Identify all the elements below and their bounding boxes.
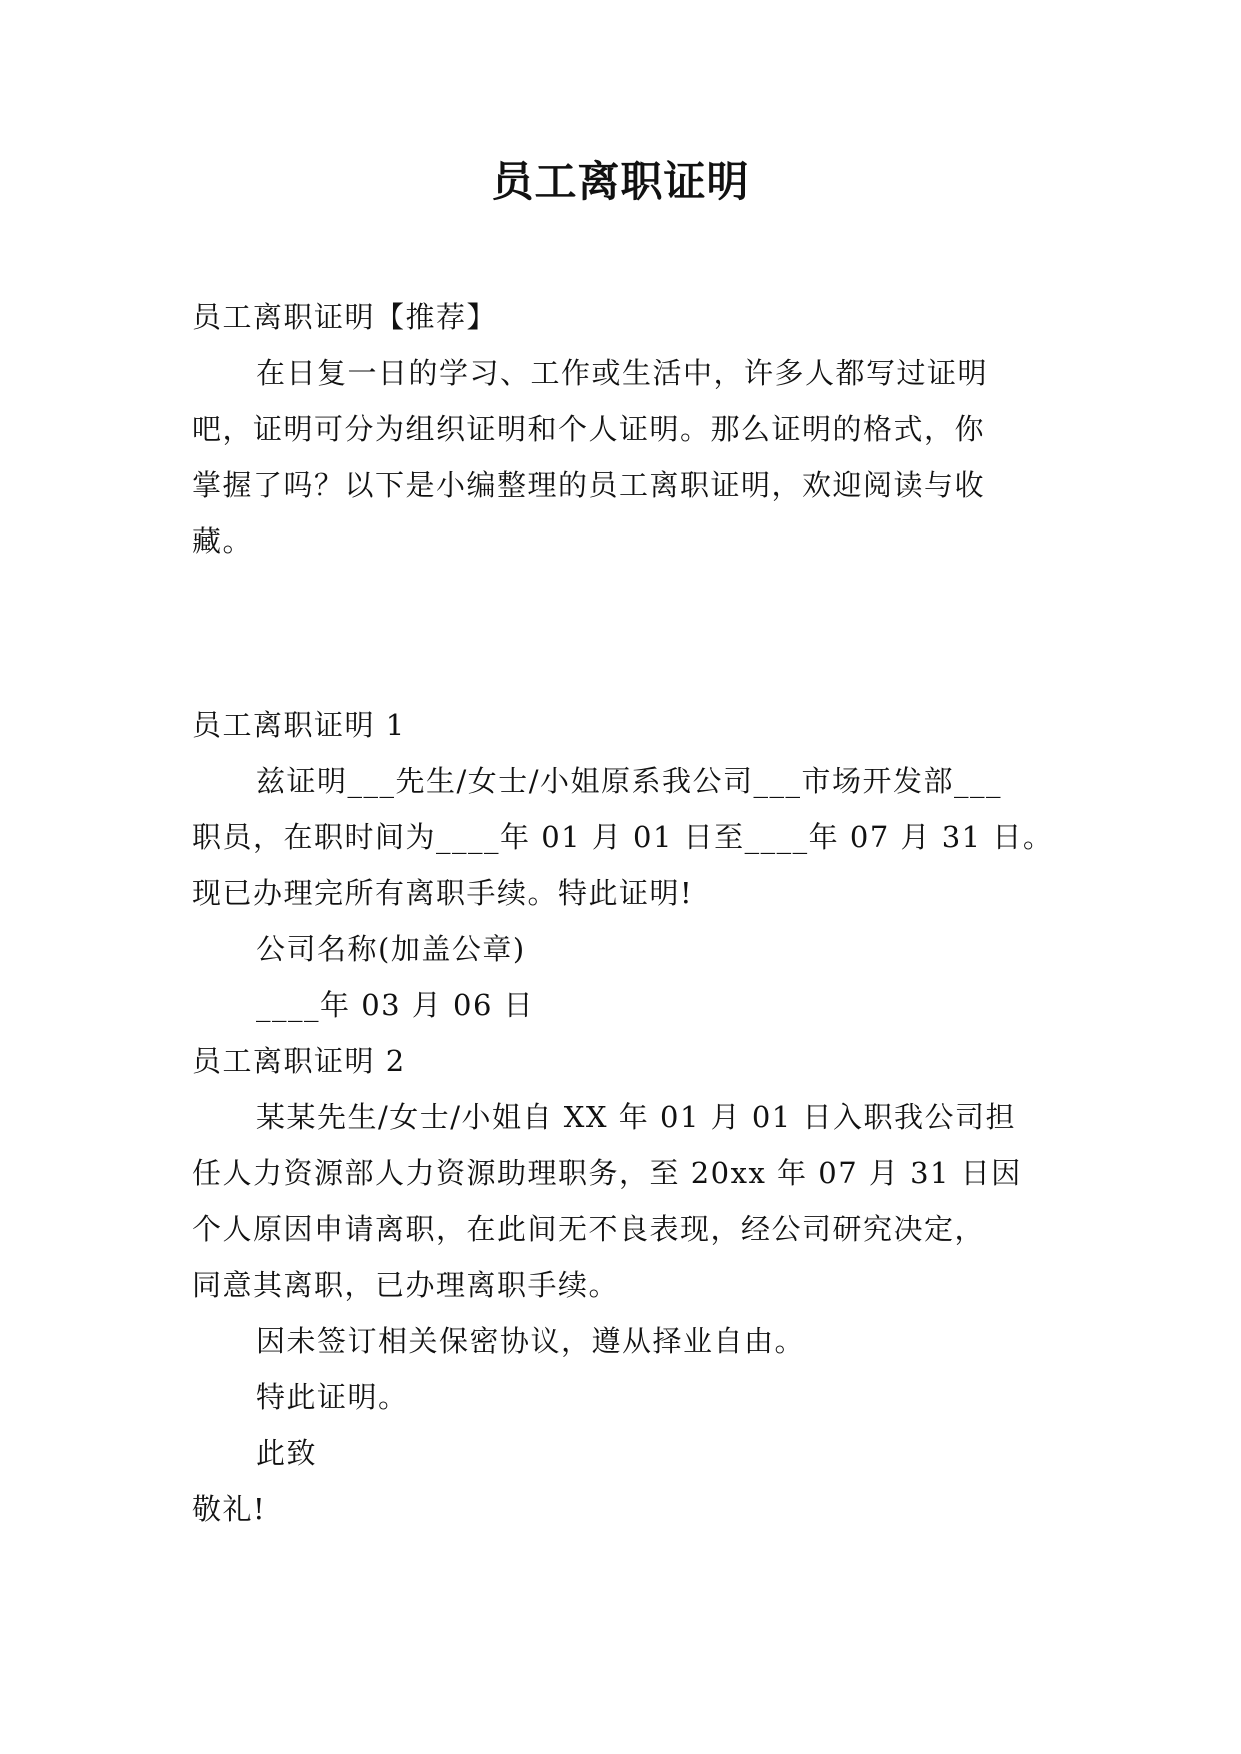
- section2-heading: 员工离职证明 2: [192, 1044, 406, 1078]
- section1-body-line-3: 现已办理完所有离职手续。特此证明!: [192, 876, 694, 910]
- section2-closing-salute: 敬礼!: [192, 1492, 267, 1526]
- intro-line-2: 吧，证明可分为组织证明和个人证明。那么证明的格式，你: [192, 412, 986, 446]
- section1-date: ____年 03 月 06 日: [256, 988, 535, 1022]
- section1-body-line-1: 兹证明___先生/女士/小姐原系我公司___市场开发部___: [256, 764, 1003, 798]
- section2-closing-to: 此致: [256, 1436, 318, 1470]
- section2-confidential-note: 因未签订相关保密协议，遵从择业自由。: [256, 1324, 806, 1358]
- section2-body-line-4: 同意其离职，已办理离职手续。: [192, 1268, 620, 1302]
- document-title: 员工离职证明: [491, 157, 750, 206]
- intro-line-3: 掌握了吗？以下是小编整理的员工离职证明，欢迎阅读与收: [192, 468, 986, 502]
- section2-body-line-3: 个人原因申请离职，在此间无不良表现，经公司研究决定，: [192, 1212, 986, 1246]
- section2-certify: 特此证明。: [256, 1380, 409, 1414]
- document-subtitle: 员工离职证明【推荐】: [192, 300, 498, 334]
- intro-line-1: 在日复一日的学习、工作或生活中，许多人都写过证明: [256, 356, 989, 390]
- intro-line-4: 藏。: [192, 524, 254, 558]
- section1-company-name: 公司名称(加盖公章): [256, 932, 526, 966]
- section2-body-line-2: 任人力资源部人力资源助理职务，至 20xx 年 07 月 31 日因: [192, 1156, 1022, 1190]
- section1-heading: 员工离职证明 1: [192, 708, 406, 742]
- section2-body-line-1: 某某先生/女士/小姐自 XX 年 01 月 01 日入职我公司担: [256, 1100, 1016, 1134]
- section1-body-line-2: 职员，在职时间为____年 01 月 01 日至____年 07 月 31 日。: [192, 820, 1054, 854]
